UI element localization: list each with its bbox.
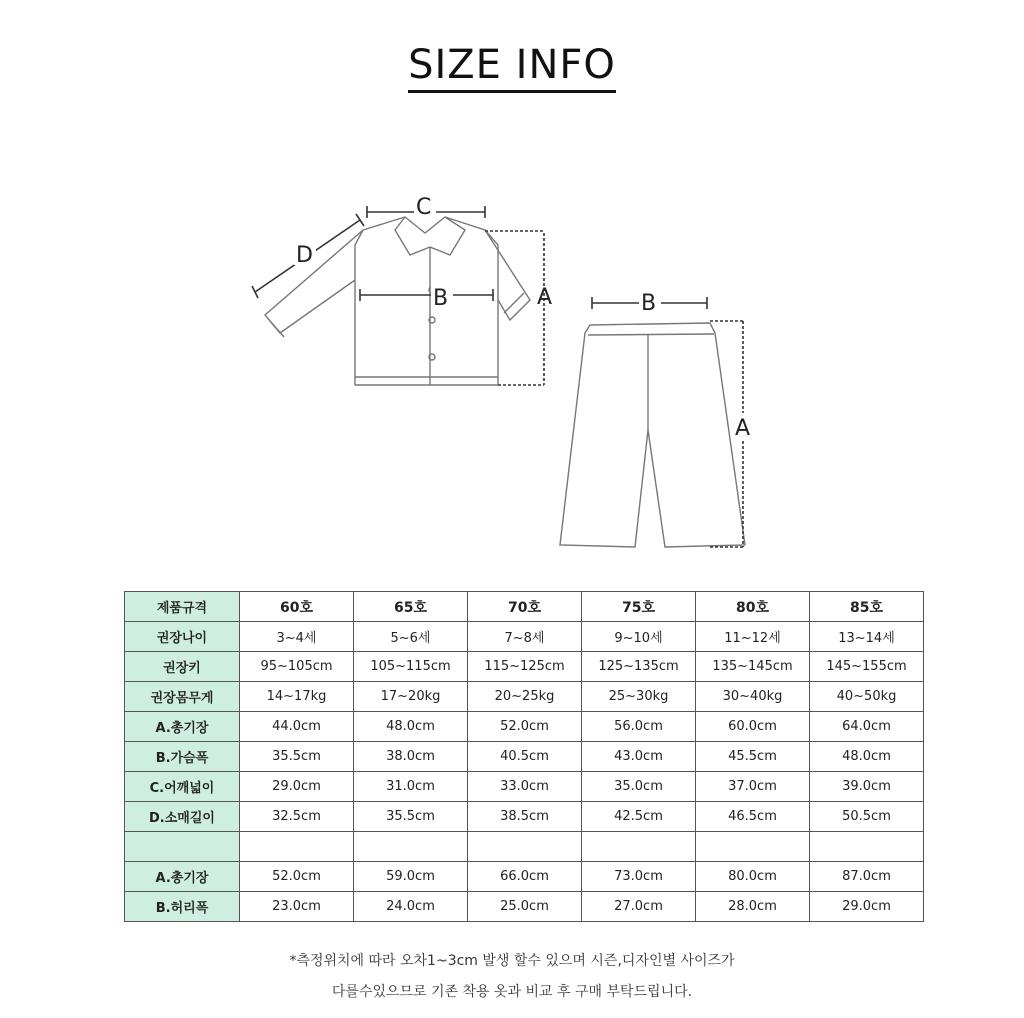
page-title-text: SIZE INFO [408, 42, 616, 93]
row-label: A.총기장 [125, 712, 240, 742]
row-label: 권장몸무게 [125, 682, 240, 712]
table-cell: 145~155cm [810, 652, 924, 682]
table-cell: 24.0cm [354, 892, 468, 922]
label-shirt-a: A [537, 285, 553, 310]
table-cell: 35.5cm [354, 802, 468, 832]
table-cell: 29.0cm [810, 892, 924, 922]
table-cell: 105~115cm [354, 652, 468, 682]
table-cell: 115~125cm [468, 652, 582, 682]
table-cell: 25.0cm [468, 892, 582, 922]
table-cell: 46.5cm [696, 802, 810, 832]
table-cell [468, 832, 582, 862]
table-cell: 40.5cm [468, 742, 582, 772]
table-cell: 11~12세 [696, 622, 810, 652]
table-cell: 60.0cm [696, 712, 810, 742]
table-cell: 28.0cm [696, 892, 810, 922]
size-70-header: 70호 [468, 592, 582, 622]
table-cell: 3~4세 [240, 622, 354, 652]
table-cell: 48.0cm [810, 742, 924, 772]
table-cell: 20~25kg [468, 682, 582, 712]
size-85-header: 85호 [810, 592, 924, 622]
row-label [125, 832, 240, 862]
row-label: B.가슴폭 [125, 742, 240, 772]
table-cell [354, 832, 468, 862]
table-row [125, 712, 924, 742]
label-c: C [416, 195, 432, 220]
table-cell: 66.0cm [468, 862, 582, 892]
row-label: 권장나이 [125, 622, 240, 652]
table-cell [810, 832, 924, 862]
table-cell: 135~145cm [696, 652, 810, 682]
table-cell: 52.0cm [468, 712, 582, 742]
table-cell: 59.0cm [354, 862, 468, 892]
table-cell: 87.0cm [810, 862, 924, 892]
label-d: D [296, 243, 313, 268]
table-cell: 125~135cm [582, 652, 696, 682]
table-row [125, 772, 924, 802]
table-cell: 38.0cm [354, 742, 468, 772]
table-cell: 52.0cm [240, 862, 354, 892]
table-row [125, 802, 924, 832]
table-separator-row [125, 832, 924, 862]
table-cell: 56.0cm [582, 712, 696, 742]
table-row [125, 682, 924, 712]
table-cell: 35.0cm [582, 772, 696, 802]
table-row [125, 742, 924, 772]
page-title [0, 42, 1024, 88]
table-cell: 37.0cm [696, 772, 810, 802]
table-cell: 95~105cm [240, 652, 354, 682]
table-cell: 80.0cm [696, 862, 810, 892]
table-cell [696, 832, 810, 862]
row-label: 권장키 [125, 652, 240, 682]
table-cell: 44.0cm [240, 712, 354, 742]
table-cell: 35.5cm [240, 742, 354, 772]
measurement-svg [240, 185, 780, 555]
table-cell: 50.5cm [810, 802, 924, 832]
table-row [125, 892, 924, 922]
size-80-header: 80호 [696, 592, 810, 622]
row-label: A.총기장 [125, 862, 240, 892]
table-cell: 64.0cm [810, 712, 924, 742]
table-cell: 31.0cm [354, 772, 468, 802]
label-pants-a: A [735, 416, 751, 441]
row-label: B.허리폭 [125, 892, 240, 922]
table-cell: 39.0cm [810, 772, 924, 802]
size-75-header: 75호 [582, 592, 696, 622]
label-shirt-b: B [433, 286, 449, 311]
table-header-label: 제품규격 [125, 592, 240, 622]
table-cell: 73.0cm [582, 862, 696, 892]
table-cell: 9~10세 [582, 622, 696, 652]
table-row [125, 862, 924, 892]
table-cell: 27.0cm [582, 892, 696, 922]
row-label: C.어깨넓이 [125, 772, 240, 802]
table-cell: 32.5cm [240, 802, 354, 832]
table-cell: 23.0cm [240, 892, 354, 922]
table-cell: 25~30kg [582, 682, 696, 712]
table-cell: 7~8세 [468, 622, 582, 652]
size-table [124, 591, 924, 922]
label-pants-b: B [641, 291, 657, 316]
table-cell: 42.5cm [582, 802, 696, 832]
table-header-row [125, 592, 924, 622]
table-cell: 40~50kg [810, 682, 924, 712]
table-cell [582, 832, 696, 862]
table-cell: 17~20kg [354, 682, 468, 712]
table-cell: 5~6세 [354, 622, 468, 652]
size-60-header: 60호 [240, 592, 354, 622]
table-cell: 38.5cm [468, 802, 582, 832]
table-cell: 30~40kg [696, 682, 810, 712]
size-65-header: 65호 [354, 592, 468, 622]
row-label: D.소매길이 [125, 802, 240, 832]
table-row [125, 622, 924, 652]
pants-drawing [560, 323, 745, 547]
table-cell: 33.0cm [468, 772, 582, 802]
table-cell: 29.0cm [240, 772, 354, 802]
table-cell: 48.0cm [354, 712, 468, 742]
table-row [125, 652, 924, 682]
garment-measurement-diagram [240, 185, 780, 555]
table-cell: 13~14세 [810, 622, 924, 652]
measurement-note-line-1: *측정위치에 따라 오차1~3cm 발생 할수 있으며 시즌,디자인별 사이즈가 [289, 953, 735, 969]
table-cell [240, 832, 354, 862]
table-cell: 45.5cm [696, 742, 810, 772]
table-cell: 43.0cm [582, 742, 696, 772]
table-cell: 14~17kg [240, 682, 354, 712]
measurement-note-line-2: 다를수있으므로 기존 착용 옷과 비교 후 구매 부탁드립니다. [331, 984, 693, 1000]
